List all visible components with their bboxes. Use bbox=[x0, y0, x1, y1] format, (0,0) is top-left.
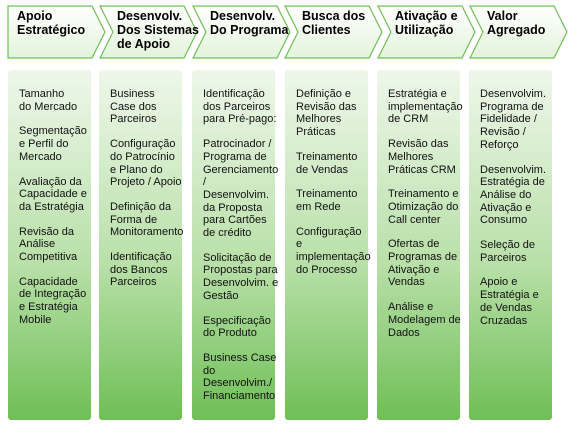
activity-item: Definição da Forma de Monitoramento bbox=[110, 200, 184, 239]
stage-title: Valor Agregado bbox=[487, 9, 546, 37]
activity-item: Identificação dos Parceiros para Pré-pago: bbox=[203, 88, 277, 126]
stage-title: Ativação e Utilização bbox=[395, 9, 458, 37]
stage-activity-list bbox=[110, 88, 187, 301]
activity-item: Segmentação e Perfil do Mercado bbox=[19, 125, 87, 163]
activity-item: Treinamento e Otimização do Call center bbox=[388, 188, 459, 226]
stage-activity-list bbox=[388, 88, 465, 351]
stage-title: Desenvolv. Dos Sistemas de Apoio bbox=[117, 9, 199, 51]
activity-item: Capacidade de Integração e Estratégia Mobile bbox=[19, 275, 87, 326]
stage-activity-list bbox=[203, 88, 280, 415]
activity-item: Tamanho do Mercado bbox=[19, 88, 78, 113]
activity-item: Configuração e implementação do Processo bbox=[296, 225, 371, 276]
stage-title: Apoio Estratégico bbox=[17, 9, 86, 37]
activity-item: Solicitação de Propostas para Desenvolvim. e Gestão bbox=[203, 251, 279, 302]
stage-title: Desenvolv. Do Programa bbox=[210, 9, 289, 37]
activity-item: Revisão das Melhores Práticas CRM bbox=[388, 138, 456, 176]
activity-item: Estratégia e implementação de CRM bbox=[388, 88, 463, 126]
activity-item: Configuração do Patrocínio e Plano do Projeto / Apoio bbox=[110, 138, 182, 189]
stage-activity-list bbox=[480, 88, 557, 339]
activity-item: Business Case do Desenvolvim./ Financiamento bbox=[203, 351, 277, 403]
activity-item: Análise e Modelagem de Dados bbox=[388, 301, 461, 339]
activity-item: Definição e Revisão das Melhores Práticas bbox=[296, 88, 357, 139]
activity-item: Desenvolvim. Estratégia de Análise do Ativação e Consumo bbox=[480, 163, 547, 227]
activity-item: Identificação dos Bancos Parceiros bbox=[110, 251, 172, 289]
activity-item: Avaliação da Capacidade e da Estratégia bbox=[19, 175, 87, 213]
activity-item: Ofertas de Programas de Ativação e Vendas bbox=[388, 238, 458, 289]
activity-item: Desenvolvim. Programa de Fidelidade / Revisão / Reforço bbox=[480, 88, 547, 151]
activity-item: Revisão da Análise Competitiva bbox=[19, 225, 78, 264]
activity-item: Business Case dos Parceiros bbox=[110, 88, 157, 126]
activity-item: Treinamento de Vendas bbox=[296, 150, 358, 176]
stage-activity-list bbox=[296, 88, 373, 288]
activity-item: Patrocinador / Programa de Gerenciamento / Desenvolvim. da Proposta para Cartões de crédito bbox=[203, 138, 279, 240]
activity-item: Treinamento em Rede bbox=[296, 188, 358, 213]
activity-item: Seleção de Parceiros bbox=[480, 239, 536, 264]
activity-item: Especificação do Produto bbox=[203, 314, 271, 340]
activity-item: Apoio e Estratégia e de Vendas Cruzadas bbox=[480, 276, 539, 327]
stage-activity-list bbox=[19, 88, 96, 339]
stage-title: Busca dos Clientes bbox=[302, 9, 366, 37]
